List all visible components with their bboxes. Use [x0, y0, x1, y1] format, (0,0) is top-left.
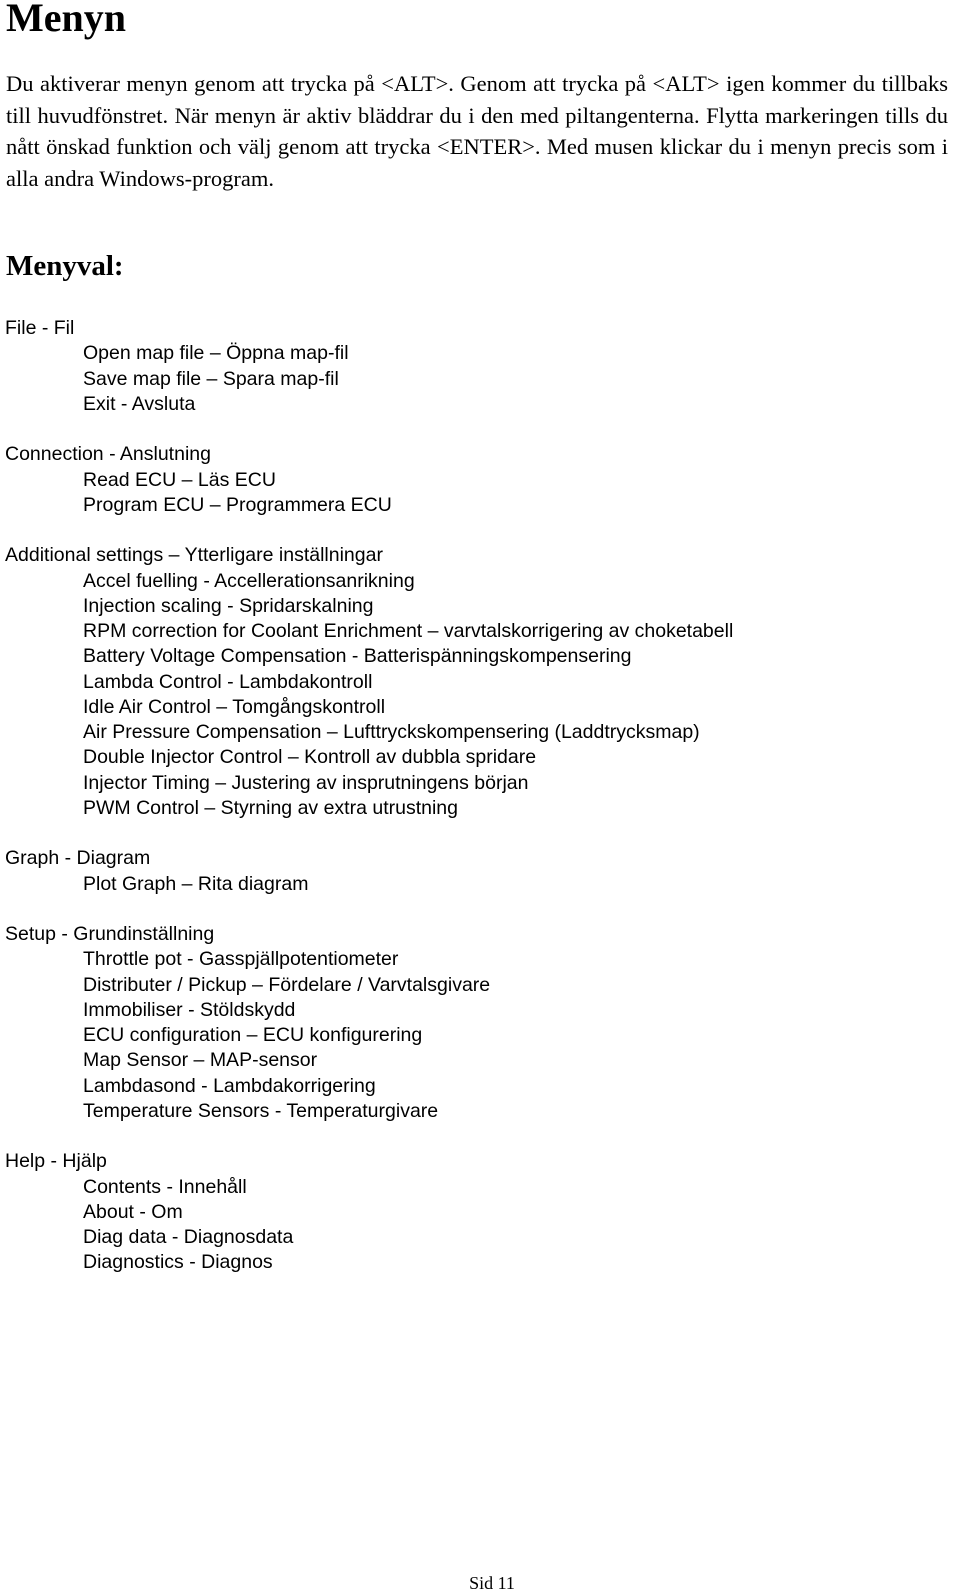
list-item: Injector Timing – Justering av insprutningens början [83, 771, 529, 794]
list-item: Throttle pot - Gasspjällpotentiometer [83, 948, 399, 971]
list-item: Read ECU – Läs ECU [83, 468, 276, 491]
list-item: Lambda Control - Lambdakontroll [83, 670, 373, 693]
list-item: Diagnostics - Diagnos [83, 1251, 273, 1274]
menu-section-graph [5, 846, 945, 897]
list-item: Battery Voltage Compensation - Batterispänningskompensering [83, 645, 632, 668]
list-item: Temperature Sensors - Temperaturgivare [83, 1099, 439, 1122]
list-item: Air Pressure Compensation – Lufttryckskompensering (Laddtrycksmap) [83, 721, 700, 743]
list-item: PWM Control – Styrning av extra utrustning [83, 796, 458, 819]
list-item: RPM correction for Coolant Enrichment – varvtalskorrigering av choketabell [83, 620, 734, 642]
list-item: Double Injector Control – Kontroll av dubbla spridare [83, 746, 537, 769]
section-label: Setup - Grundinställning [5, 923, 215, 945]
page-footer [0, 1572, 960, 1594]
list-item: Exit - Avsluta [83, 392, 196, 415]
list-item: ECU configuration – ECU konfigurering [83, 1024, 423, 1046]
list-item: Immobiliser - Stöldskydd [83, 998, 296, 1021]
menu-section-help [5, 1149, 945, 1275]
list-item: Map Sensor – MAP-sensor [83, 1049, 318, 1072]
section-label: File - Fil [5, 317, 75, 339]
list-item: Open map file – Öppna map-fil [83, 342, 349, 365]
page-title: Menyn [6, 0, 126, 40]
list-item: Plot Graph – Rita diagram [83, 872, 309, 895]
section-label: Graph - Diagram [5, 847, 151, 870]
menu-choices-heading: Menyval: [6, 250, 124, 282]
list-item: Accel fuelling - Accellerationsanrikning [83, 569, 415, 592]
list-item: About - Om [83, 1200, 183, 1223]
section-label: Connection - Anslutning [5, 443, 211, 466]
list-item: Save map file – Spara map-fil [83, 367, 339, 390]
list-item: Idle Air Control – Tomgångskontroll [83, 695, 386, 718]
menu-section-setup [5, 922, 945, 1124]
intro-paragraph: Du aktiverar menyn genom att trycka på <ALT>. Genom att trycka på <ALT> igen kommer du tillbaks till huvudfönstret. När menyn är aktiv bläddrar du i den med piltangenterna. Flytta markeringen tills du nått önskad funktion och välj genom att trycka <ENTER>. Med musen klickar du i menyn precis som i alla andra Windows-program. [6, 71, 948, 191]
list-item: Program ECU – Programmera ECU [83, 493, 392, 516]
menu-list [5, 316, 945, 1301]
list-item: Diag data - Diagnosdata [83, 1226, 294, 1248]
menu-section-connection [5, 442, 945, 518]
section-label: Additional settings – Ytterligare inställningar [5, 544, 383, 567]
menu-section-additional-settings [5, 543, 945, 821]
list-item: Contents - Innehåll [83, 1175, 247, 1198]
section-label: Help - Hjälp [5, 1150, 107, 1173]
page-number: Sid 11 [469, 1573, 515, 1593]
menu-section-file [5, 316, 945, 417]
list-item: Injection scaling - Spridarskalning [83, 594, 374, 617]
list-item: Distributer / Pickup – Fördelare / Varvtalsgivare [83, 973, 491, 996]
list-item: Lambdasond - Lambdakorrigering [83, 1074, 376, 1097]
